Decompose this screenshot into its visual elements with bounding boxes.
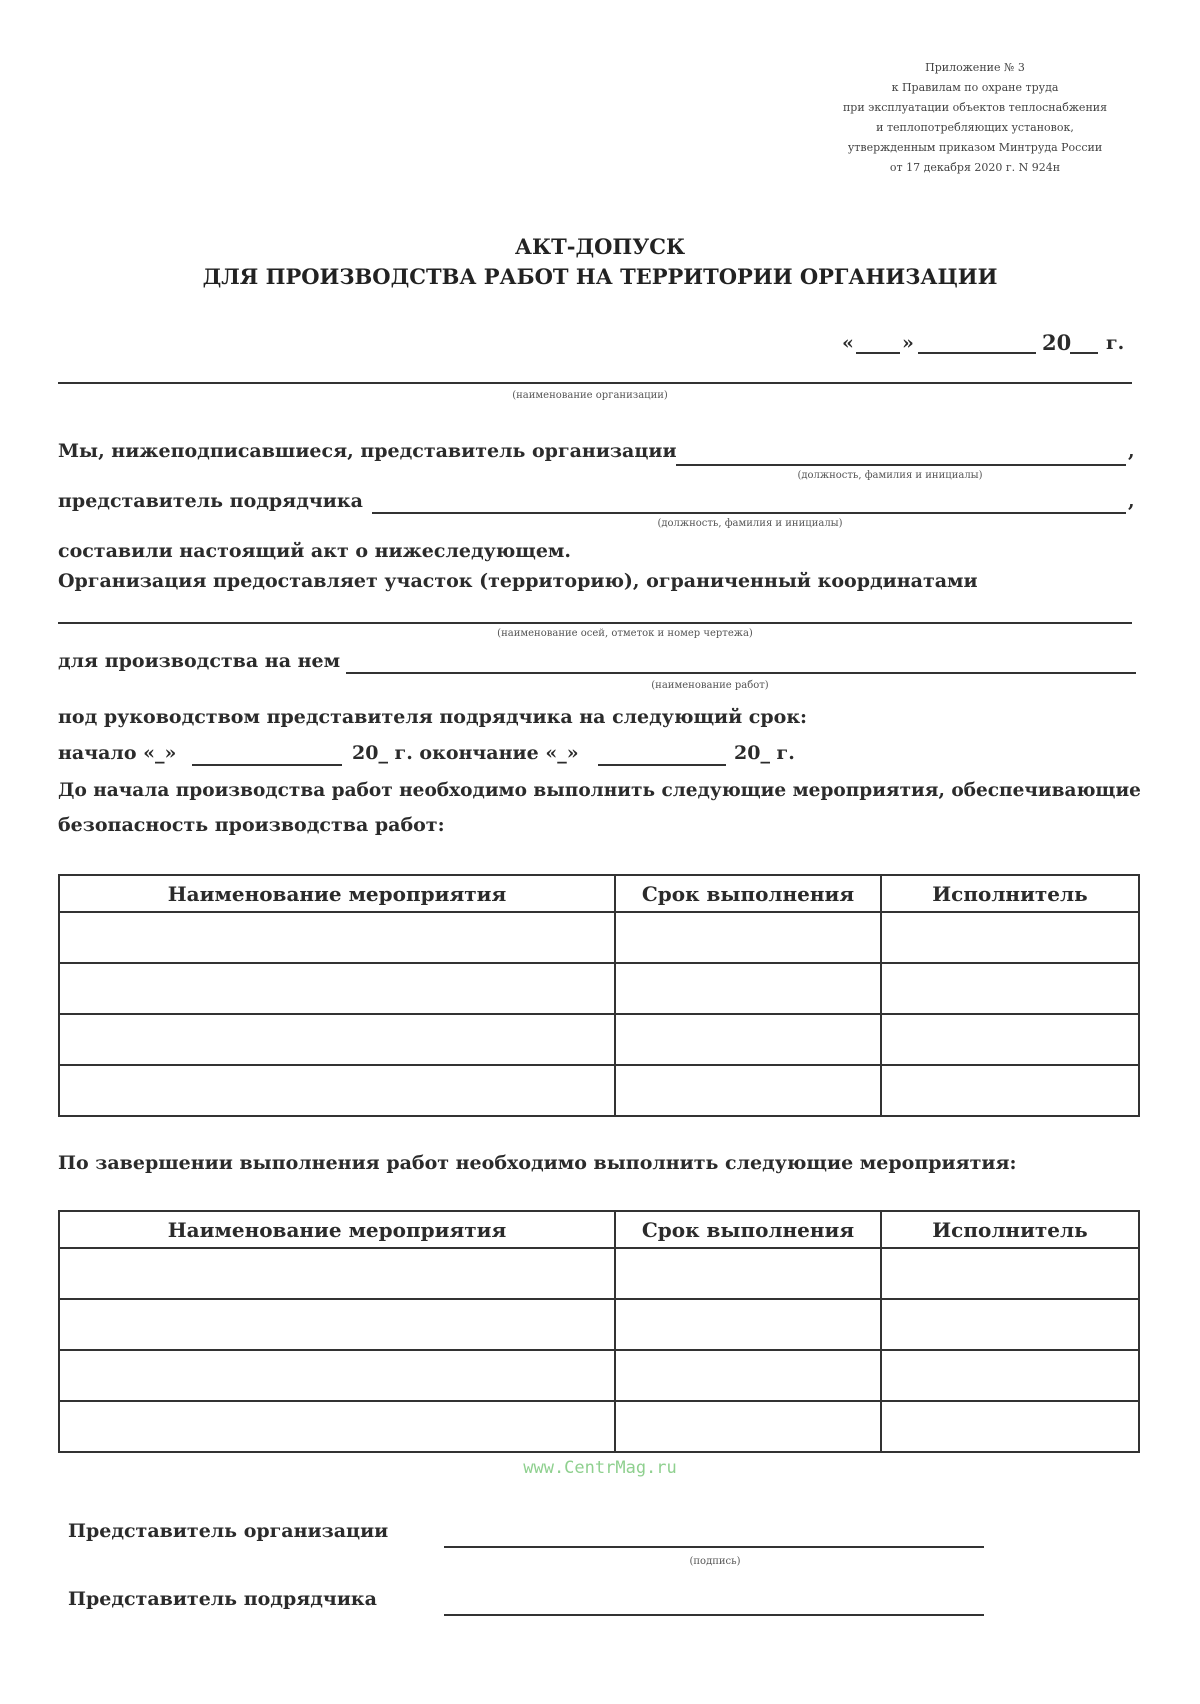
contractor-rep-signature-label: Представитель подрядчика — [68, 1588, 377, 1610]
date-close-quote: » — [902, 332, 914, 354]
table-row — [59, 1014, 1139, 1065]
table-cell[interactable] — [59, 1401, 615, 1452]
table-cell[interactable] — [59, 1248, 615, 1299]
appendix-line: от 17 декабря 2020 г. N 924н — [889, 161, 1061, 174]
table-cell[interactable] — [615, 912, 881, 963]
under-guidance-text: под руководством представителя подрядчика на следующий срок: — [58, 706, 808, 728]
table-cell[interactable] — [59, 912, 615, 963]
organization-name-field[interactable] — [58, 382, 1132, 384]
appendix-line: Приложение № 3 — [925, 61, 1025, 74]
table-header-row — [59, 875, 1139, 912]
appendix-line: при эксплуатации объектов теплоснабжения — [842, 101, 1108, 114]
contractor-rep-text: представитель подрядчика — [58, 490, 363, 512]
table-cell[interactable] — [881, 1248, 1139, 1299]
contractor-rep-field[interactable] — [372, 512, 1126, 514]
table-cell[interactable] — [881, 912, 1139, 963]
date-year-prefix: 20 — [1042, 330, 1072, 355]
table-cell[interactable] — [615, 1065, 881, 1116]
date-month-blank[interactable] — [918, 352, 1036, 354]
works-hint: (наименование работ) — [651, 680, 769, 691]
works-field[interactable] — [346, 672, 1136, 674]
contractor-rep-signature-field[interactable] — [444, 1614, 984, 1616]
header-measure-name: Наименование мероприятия — [59, 875, 615, 912]
table-cell[interactable] — [615, 1299, 881, 1350]
comma: , — [1128, 440, 1135, 462]
document-title: АКТ-ДОПУСК — [514, 234, 686, 259]
document-subtitle: ДЛЯ ПРОИЗВОДСТВА РАБОТ НА ТЕРРИТОРИИ ОРГАНИЗАЦИИ — [202, 264, 998, 289]
table-cell[interactable] — [881, 1014, 1139, 1065]
appendix-note — [780, 58, 1170, 178]
table-cell[interactable] — [615, 1248, 881, 1299]
header-deadline: Срок выполнения — [615, 1211, 881, 1248]
pre-work-measures-table — [58, 874, 1140, 1117]
table-cell[interactable] — [881, 1065, 1139, 1116]
table-cell[interactable] — [881, 963, 1139, 1014]
table-row — [59, 1248, 1139, 1299]
after-work-text: По завершении выполнения работ необходимо выполнить следующие мероприятия: — [58, 1152, 1017, 1174]
table-cell[interactable] — [59, 1065, 615, 1116]
table-cell[interactable] — [59, 963, 615, 1014]
end-year-text: 20_ г. — [734, 742, 795, 764]
start-date-field[interactable] — [192, 764, 342, 766]
org-rep-field[interactable] — [676, 464, 1126, 466]
comma: , — [1128, 490, 1135, 512]
table-header-row — [59, 1211, 1139, 1248]
table-row — [59, 1401, 1139, 1452]
signature-hint: (подпись) — [689, 1556, 741, 1567]
before-work-text-2: безопасность производства работ: — [58, 814, 445, 836]
table-cell[interactable] — [881, 1401, 1139, 1452]
start-year-text: 20_ г. окончание «_» — [352, 742, 579, 764]
table-row — [59, 1065, 1139, 1116]
table-cell[interactable] — [615, 963, 881, 1014]
watermark: www.CentrMag.ru — [523, 1458, 677, 1478]
header-deadline: Срок выполнения — [615, 875, 881, 912]
table-cell[interactable] — [881, 1299, 1139, 1350]
table-cell[interactable] — [881, 1350, 1139, 1401]
table-cell[interactable] — [615, 1401, 881, 1452]
date-day-blank[interactable] — [856, 352, 900, 354]
date-open-quote: « — [842, 332, 854, 354]
table-cell[interactable] — [615, 1350, 881, 1401]
date-year-suffix: г. — [1106, 332, 1125, 354]
table-row — [59, 912, 1139, 963]
end-date-field[interactable] — [598, 764, 726, 766]
contractor-rep-hint: (должность, фамилия и инициалы) — [657, 518, 843, 529]
table-row — [59, 963, 1139, 1014]
provides-text: Организация предоставляет участок (территорию), ограниченный координатами — [58, 570, 978, 592]
org-rep-signature-label: Представитель организации — [68, 1520, 389, 1542]
table-cell[interactable] — [59, 1350, 615, 1401]
start-label: начало «_» — [58, 742, 177, 764]
organization-name-hint: (наименование организации) — [512, 390, 668, 401]
header-executor: Исполнитель — [881, 1211, 1139, 1248]
before-work-text: До начала производства работ необходимо выполнить следующие мероприятия, обеспечивающие — [58, 780, 1141, 801]
date-year-blank[interactable] — [1070, 352, 1098, 354]
table-cell[interactable] — [59, 1014, 615, 1065]
drew-up-text: составили настоящий акт о нижеследующем. — [58, 540, 572, 562]
post-work-measures-table — [58, 1210, 1140, 1453]
header-executor: Исполнитель — [881, 875, 1139, 912]
table-cell[interactable] — [615, 1014, 881, 1065]
axes-hint: (наименование осей, отметок и номер чертежа) — [497, 628, 753, 639]
coordinates-field[interactable] — [58, 622, 1132, 624]
appendix-line: и теплопотребляющих установок, — [876, 121, 1074, 134]
for-work-text: для производства на нем — [58, 650, 341, 672]
table-row — [59, 1299, 1139, 1350]
table-row — [59, 1350, 1139, 1401]
header-measure-name: Наименование мероприятия — [59, 1211, 615, 1248]
table-cell[interactable] — [59, 1299, 615, 1350]
org-rep-hint: (должность, фамилия и инициалы) — [797, 470, 983, 481]
appendix-line: к Правилам по охране труда — [891, 81, 1059, 94]
org-rep-signature-field[interactable] — [444, 1546, 984, 1548]
we-signed-text: Мы, нижеподписавшиеся, представитель организации — [58, 440, 677, 462]
appendix-line: утвержденным приказом Минтруда России — [847, 141, 1103, 154]
